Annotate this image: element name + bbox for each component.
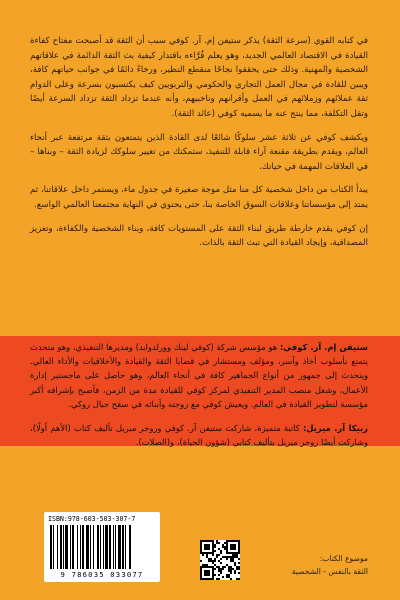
- book-title: (سرعة الثقة): [262, 36, 311, 46]
- barcode-bars: [50, 525, 154, 569]
- author-name-covey: ستيفن إم. آر. كوفي:: [279, 342, 368, 352]
- author-bio-merrill: ربيكا آر. ميريل: كاتبة متميزة، شاركت ستيفن آر. كوفي وروجر ميريل تأليف كتاب (الأهم أولًا)، وشاركت أيضًا روجر ميريل بتأليف كتابي (شؤون الحياة)، و(الصلات).: [30, 423, 368, 448]
- description-paragraph-4: إن كوفي يقدم خارطة طريق لبناء الثقة على المستويات كافة، وبناء الشخصية والكفاءة، وتعزيز المصداقية، وإيجاد القيادة التي تبث الثقة بالذات.: [30, 223, 368, 249]
- isbn-label: ISBN:978-603-503-307-7: [48, 515, 136, 523]
- author-name-merrill: ربيكا آر. ميريل:: [302, 423, 368, 434]
- subject-value: الثقة بالنفس - الشخصية: [291, 567, 368, 576]
- description-paragraph-1: في كتابه القوي (سرعة الثقة) يذكر ستيفن إم. آر. كوفي سبب أن الثقة قد أصبحت مفتاح كفاءة القيادة في الاقتصاد العالمي الجديد، وهو يعلم قُرَّاءه باقتدار كيفية بث الثقة الدائمة في علاقاتهم الشخصية والمهنية. وذلك حتى يحققوا نجاحًا منقطع النظير، ورخاءً دائمًا في جوانب حياتهم كافة، ويبين للقادة في مجال العمل التجاري والحكومي والتربويين كيف يكتسبون بسرعة وعلى الدوام ثقة عملائهم وزملائهم في العمل وأقرانهم وناخبيهم، وأنه عندما تزداد الثقة تزداد السرعة أيضًا وتقل التكلفة، مما ينتج عنه ما يسميه كوفي (عائد الثقة).: [30, 36, 368, 119]
- subject-label: موضوع الكتاب:: [319, 554, 368, 563]
- description-paragraph-3: يبدأ الكتاب من داخل شخصية كل منا مثل موجة صغيرة في جدول ماء، ويستمر داخل علاقاتنا، ثم يمتد إلى مؤسساتنا وعلاقات السوق الخاصة بنا، حتى يحتوي في النهاية مجتمعنا العالمي الواسع.: [30, 185, 368, 210]
- book-description: [30, 34, 368, 260]
- isbn-barcode: [44, 512, 160, 582]
- author-bio-covey: ستيفن إم. آر. كوفي: هو مؤسس شركة (كوفي لينك وورلدوايد) ومديرها التنفيذي، وهو متحدث يتمتع بأسلوب أخاذ وآسر، ومؤلف ومستشار في قضايا الثقة والقيادة والأخلاقيات والأداء العالي. ويتحدث إلى جمهور من أنواع الجماهير كافة في أنحاء العالم، وهو حاصل على ماجستير إدارة الأعمال، وشغل منصب المدير التنفيذي لمركز كوفي للقيادة مدة من الزمن، فأصبح بإشرافه أكبر مؤسسة لتطوير القيادة في العالم. ويعيش كوفي مع زوجته وأبنائه في سفح جبال روكي.: [30, 342, 368, 409]
- book-subject: [292, 552, 368, 578]
- barcode-number: 9 786035 033077: [60, 570, 144, 579]
- description-paragraph-2: ويكشف كوفي عن ثلاثة عشر سلوكًا شائعًا لدى القادة الذين يتمتعون بثقة مرتفعة عبر أنحاء العالم، ويقدم بطريقة مقنعة آراء قابلة للتنفيذ، ستمكنك من تغيير سلوكك لزيادة الثقة – وبناها – في العلاقات المهمة في حياتك.: [30, 132, 368, 172]
- author-bios: [30, 340, 368, 459]
- qr-code-icon: [200, 540, 240, 580]
